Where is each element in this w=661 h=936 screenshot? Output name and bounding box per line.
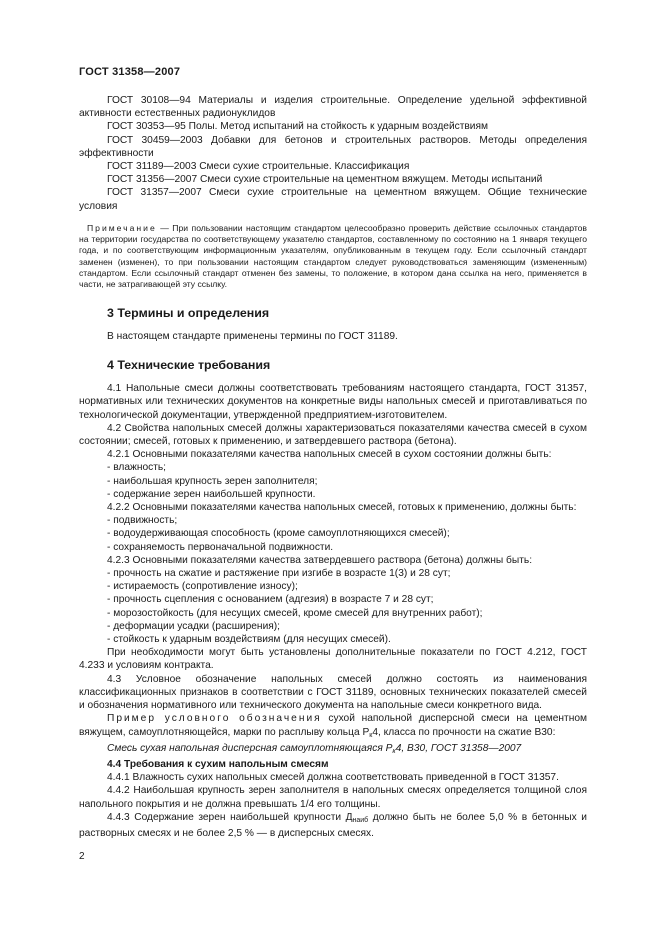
- example-code-a: Смесь сухая напольная дисперсная самоуплотняющаяся Р: [107, 742, 393, 754]
- reference-item: ГОСТ 30353—95 Полы. Метод испытаний на стойкость к ударным воздействиям: [107, 121, 489, 133]
- example-code: [79, 742, 587, 758]
- paragraph-4-2-1: 4.2.1 Основными показателями качества напольных смесей в сухом состоянии должны быть:: [107, 449, 552, 461]
- example-text-a: сухой напольной дисперсной смеси на цементном вяжущем, самоуплотняющейся, марки по расплыву кольца Р: [79, 713, 587, 738]
- list-item: - влажность;: [107, 462, 167, 474]
- note-text: — При пользовании настоящим стандартом целесообразно проверить действие ссылочных стандартов на территории государства по соответствующему указателю стандартов, составленному по состоянию на 1 января текущего года, и по соответствующим информационным указателям, опубликованным в текущем году. Если ссылочный стандарт заменен (изменен), то при пользовании настоящим стандартом следует руководствоваться заменяющим (измененным) стандартом. Если ссылочный стандарт отменен без замены, то положение, в котором дана ссылка на него, применяется в части, не затрагивающей эту ссылку.: [79, 222, 588, 290]
- paragraph-4-2: 4.2 Свойства напольных смесей должны характеризоваться показателями качества смесей в сухом состоянии; смесей, готовых к применению, и затвердевшего раствора (бетона).: [79, 422, 587, 448]
- section-4-4-title: 4.4 Требования к сухим напольным смесям: [107, 758, 329, 770]
- reference-item: ГОСТ 31357—2007 Смеси сухие строительные на цементном вяжущем. Общие технические условия: [79, 187, 587, 212]
- example-text-b: 4, класса по прочности на сжатие В30:: [372, 726, 556, 738]
- p443-a: 4.4.3 Содержание зерен наибольшей крупности Д: [107, 811, 353, 823]
- document-header: ГОСТ 31358—2007: [79, 66, 181, 78]
- list-item: - стойкость к ударным воздействиям (для несущих смесей).: [107, 634, 391, 646]
- note-label: Примечание: [87, 222, 157, 233]
- paragraph-4-4-1: 4.4.1 Влажность сухих напольных смесей должна соответствовать приведенной в ГОСТ 31357.: [107, 772, 559, 784]
- section-3-text: В настоящем стандарте применены термины по ГОСТ 31189.: [107, 330, 398, 342]
- list-item: - содержание зерен наибольшей крупности.: [107, 488, 316, 500]
- example-label: Пример условного обозначения: [107, 713, 322, 725]
- list-item: - прочность сцепления с основанием (адгезия) в возрасте 7 и 28 сут;: [107, 594, 434, 606]
- example-block: [79, 712, 587, 741]
- paragraph-4-1: 4.1 Напольные смеси должны соответствовать требованиям настоящего стандарта, ГОСТ 31357, нормативных или технических документов на конкретные виды напольных смесей и приготавливаться по технологической документации, утвержденной предприятием-изготовителем.: [79, 383, 587, 421]
- example-code-sub: к: [392, 747, 396, 755]
- reference-item: ГОСТ 31189—2003 Смеси сухие строительные. Классификация: [107, 161, 410, 173]
- example-code-b: 4, В30, ГОСТ 31358—2007: [395, 742, 522, 754]
- paragraph-4-4-3: [79, 811, 587, 840]
- list-item: - прочность на сжатие и растяжение при изгибе в возрасте 1(3) и 28 сут;: [107, 568, 451, 580]
- paragraph-4-3: 4.3 Условное обозначение напольных смесей должно состоять из наименования классификационных признаков в соответствии с ГОСТ 31189, основных технических показателей смесей и обозначения нормативного или технического документа на напольные смеси конкретного вида.: [79, 673, 587, 712]
- example-sub: к: [369, 731, 373, 739]
- reference-item: ГОСТ 30108—94 Материалы и изделия строительные. Определение удельной эффективной активности естественных радионуклидов: [79, 95, 587, 120]
- section-4-title: 4 Технические требования: [107, 358, 271, 373]
- reference-item: ГОСТ 30459—2003 Добавки для бетонов и строительных растворов. Методы определения эффективности: [79, 134, 587, 159]
- list-item: - наибольшая крупность зерен заполнителя;: [107, 475, 318, 487]
- list-item: - сохраняемость первоначальной подвижности.: [107, 541, 334, 553]
- note-block: [79, 223, 587, 291]
- paragraph-4-4-2: 4.4.2 Наибольшая крупность зерен заполнителя в напольных смесях определяется толщиной слоя напольного покрытия и не должна превышать 1/4 его толщины.: [79, 785, 587, 810]
- list-item: - подвижность;: [107, 515, 178, 527]
- list-item: - истираемость (сопротивление износу);: [107, 581, 298, 593]
- list-item: - морозостойкость (для несущих смесей, кроме смесей для внутренних работ);: [107, 607, 483, 619]
- paragraph-extra: При необходимости могут быть установлены дополнительные показатели по ГОСТ 4.212, ГОСТ 4.233 и условиям контракта.: [79, 647, 587, 672]
- paragraph-4-2-3: 4.2.3 Основными показателями качества затвердевшего раствора (бетона) должны быть:: [107, 554, 533, 566]
- page-number: 2: [79, 851, 85, 862]
- section-3-title: 3 Термины и определения: [107, 305, 270, 320]
- reference-item: ГОСТ 31356—2007 Смеси сухие строительные на цементном вяжущем. Методы испытаний: [107, 174, 543, 186]
- p443-sub: наиб: [352, 816, 369, 824]
- list-item: - деформации усадки (расширения);: [107, 620, 280, 632]
- document-body: [79, 94, 587, 840]
- list-item: - водоудерживающая способность (кроме самоуплотняющихся смесей);: [107, 528, 450, 540]
- paragraph-4-2-2: 4.2.2 Основными показателями качества напольных смесей, готовых к применению, должны быть:: [107, 502, 577, 514]
- p443-b: должно быть не более 5,0 % в бетонных и растворных смесях и не более 2,5 % — в дисперсных смесях.: [79, 811, 587, 839]
